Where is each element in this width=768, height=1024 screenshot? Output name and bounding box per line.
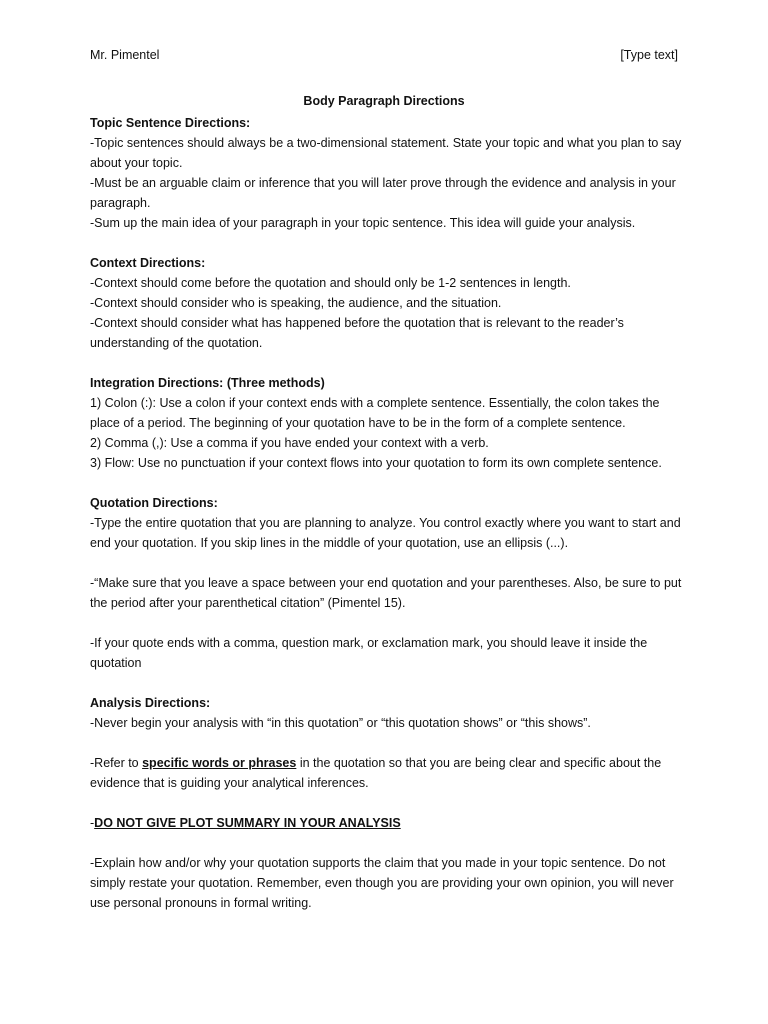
analysis-line-3 <box>90 813 685 833</box>
topic-line-3: -Sum up the main idea of your paragraph in your topic sentence. This idea will guide your analysis. <box>90 216 636 230</box>
context-heading: Context Directions: <box>90 256 206 270</box>
specific-words-emphasis: specific words or phrases <box>142 756 297 770</box>
topic-line-1: -Topic sentences should always be a two-dimensional statement. State your topic and what you plan to say about your topic. <box>90 136 682 170</box>
analysis-line-3-pre: - <box>90 816 95 830</box>
analysis-line-4: -Explain how and/or why your quotation supports the claim that you made in your topic sentence. Do not simply restate your quotation. Remember, even though you are providing your own opinion, you will never use personal pronouns in formal writing. <box>90 856 674 910</box>
header-placeholder[interactable]: [Type text] <box>620 48 678 62</box>
context-line-2: -Context should consider who is speaking, the audience, and the situation. <box>90 296 502 310</box>
quotation-line-3: -If your quote ends with a comma, question mark, or exclamation mark, you should leave it inside the quotation <box>90 636 648 670</box>
analysis-heading: Analysis Directions: <box>90 696 211 710</box>
analysis-line-1: -Never begin your analysis with “in this quotation” or “this quotation shows” or “this shows”. <box>90 716 591 730</box>
integration-line-2: 2) Comma (,): Use a comma if you have ended your context with a verb. <box>90 436 489 450</box>
integration-heading: Integration Directions: (Three methods) <box>90 376 325 390</box>
analysis-line-2-pre: -Refer to <box>90 756 143 770</box>
document-body <box>90 113 685 913</box>
no-plot-summary-emphasis: DO NOT GIVE PLOT SUMMARY IN YOUR ANALYSIS <box>94 816 401 830</box>
analysis-line-2 <box>90 753 685 793</box>
context-line-3: -Context should consider what has happened before the quotation that is relevant to the reader’s understanding of the quotation. <box>90 316 624 350</box>
document-title: Body Paragraph Directions <box>303 94 465 108</box>
topic-line-2: -Must be an arguable claim or inference that you will later prove through the evidence and analysis in your paragraph. <box>90 176 676 210</box>
context-line-1: -Context should come before the quotation and should only be 1-2 sentences in length. <box>90 276 571 290</box>
analysis-line-2-post: in the quotation so that you are being clear and specific about the evidence that is guiding your analytical inferences. <box>90 756 662 790</box>
integration-line-3: 3) Flow: Use no punctuation if your context flows into your quotation to form its own complete sentence. <box>90 456 662 470</box>
quotation-heading: Quotation Directions: <box>90 496 218 510</box>
quotation-line-1: -Type the entire quotation that you are planning to analyze. You control exactly where you want to start and end your quotation. If you skip lines in the middle of your quotation, use an ellipsis (...). <box>90 516 681 550</box>
integration-line-1: 1) Colon (:): Use a colon if your context ends with a complete sentence. Essentially, the colon takes the place of a period. The beginning of your quotation have to be in the form of a complete sentence. <box>90 396 660 430</box>
quotation-line-2: -“Make sure that you leave a space between your end quotation and your parentheses. Also, be sure to put the period after your parenthetical citation” (Pimentel 15). <box>90 576 682 610</box>
topic-heading: Topic Sentence Directions: <box>90 116 251 130</box>
header-author: Mr. Pimentel <box>90 48 160 62</box>
